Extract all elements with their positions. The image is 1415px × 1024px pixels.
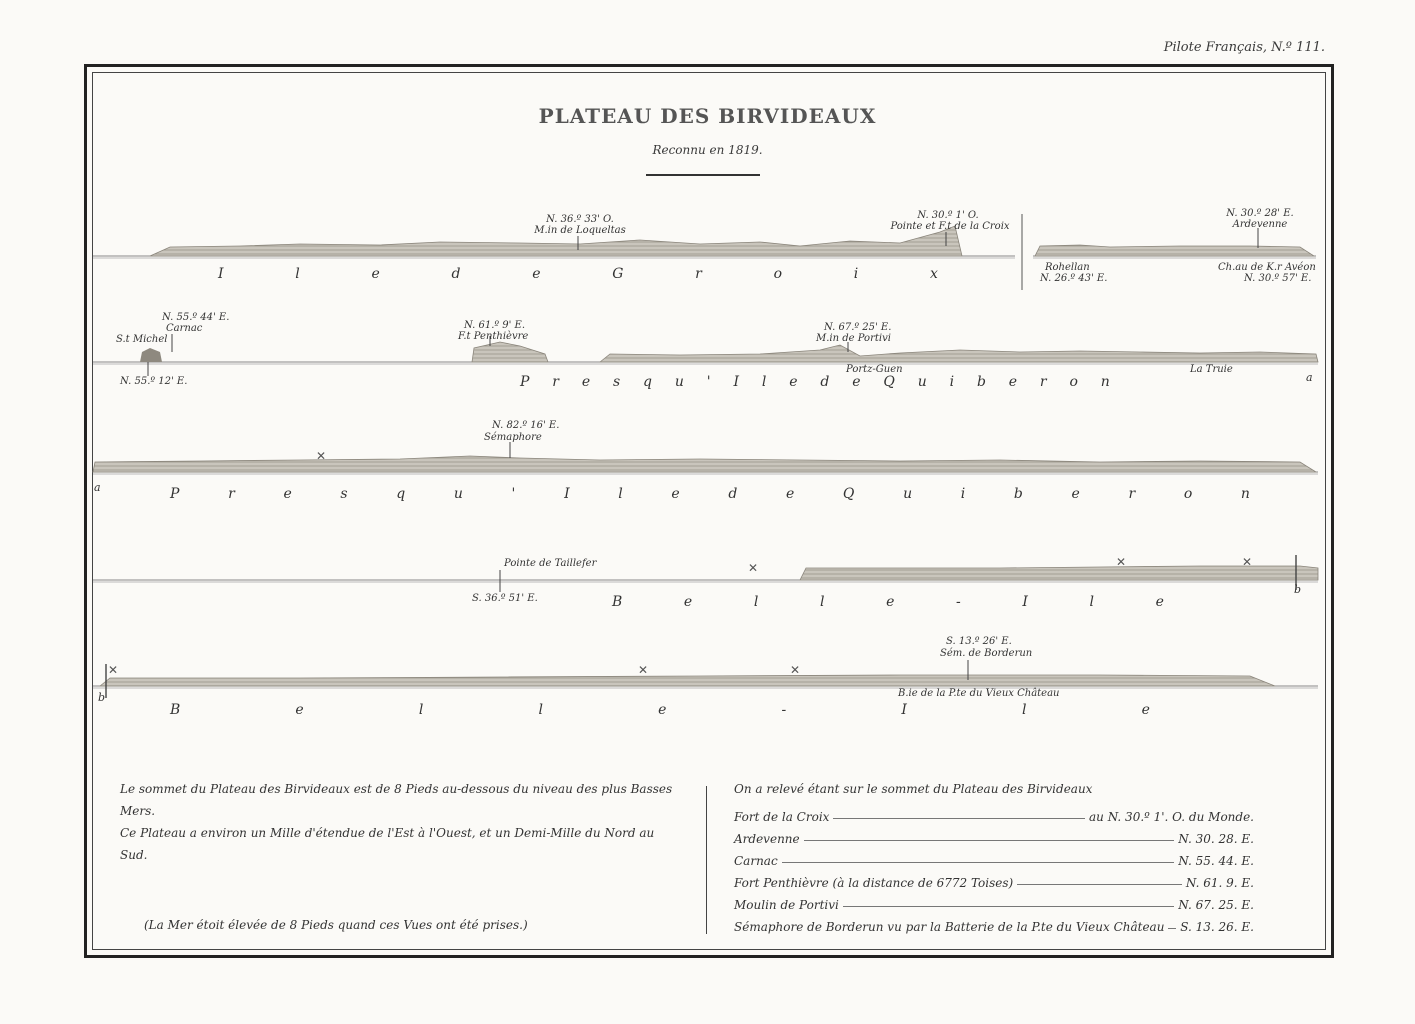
annotation-label: B.ie de la P.te du Vieux Château (898, 688, 1060, 699)
annotation-label: M.in de Loqueltas (534, 225, 626, 236)
view-title-quiberon-suite: P r e s q u ' I l e d e Q u i b e r o n (170, 486, 1250, 502)
bearing-value: S. 13. 26. E. (1180, 920, 1254, 934)
annotation-bearing: N. 26.º 43' E. (1040, 273, 1108, 284)
annotation-label: Pointe de Taillefer (504, 558, 597, 569)
view-title-belle-ile-suite: B e l l e - I l e (170, 702, 1150, 718)
bearings-heading: On a relevé étant sur le sommet du Plateau des Birvideaux (734, 782, 1093, 796)
annotation-bearing: N. 30.º 28' E. (1226, 208, 1294, 219)
svg-text:✕: ✕ (790, 663, 801, 677)
svg-text:✕: ✕ (1116, 555, 1127, 569)
bearing-place: Carnac (734, 854, 778, 868)
continuation-marker: b (98, 691, 106, 704)
windmill-glyph: ✕ (316, 449, 327, 463)
view-belle-ile-1 (93, 555, 1318, 592)
annotation-label: Pointe et F.t de la Croix (890, 221, 1010, 232)
bearing-place: Sémaphore de Borderun vu par la Batterie de la P.te du Vieux Château (734, 920, 1165, 934)
annotation-label: Sémaphore (484, 432, 542, 443)
annotation-bearing: N. 67.º 25' E. (824, 322, 892, 333)
bearing-place: Ardevenne (734, 832, 800, 846)
bearing-row (734, 868, 1254, 890)
note-paragraph: Le sommet du Plateau des Birvideaux est de 8 Pieds au-dessous du niveau des plus Basses Mers. (120, 782, 673, 818)
bearing-row (734, 846, 1254, 868)
continuation-marker: b (1294, 583, 1302, 596)
bearing-row (734, 824, 1254, 846)
bearing-row (734, 890, 1254, 912)
bearing-place: Fort de la Croix (734, 810, 830, 824)
bearing-place: Fort Penthièvre (à la distance de 6772 Toises) (734, 876, 1014, 890)
bearing-row (734, 912, 1254, 934)
annotation-label: M.in de Portivi (816, 333, 891, 344)
annotation-label: Ch.au de K.r Avéon (1218, 262, 1316, 273)
annotation-label: S.t Michel (116, 334, 168, 345)
quiberon-coastline-fort (472, 342, 548, 362)
view-quiberon-2 (93, 442, 1318, 474)
column-divider (706, 786, 707, 934)
annotation-label: Rohellan (1045, 262, 1090, 273)
annotation-bearing: S. 13.º 26' E. (946, 636, 1012, 647)
quiberon-coastline-main (600, 345, 1318, 362)
page-subtitle: Reconnu en 1819. (652, 143, 763, 157)
groix-east-coastline (1035, 245, 1314, 256)
annotation-bearing: N. 55.º 44' E. (162, 312, 230, 323)
continuation-marker: a (1306, 371, 1313, 384)
view-title-groix: I l e d e G r o i x (218, 266, 938, 282)
annotation-bearing: N. 30.º 1' O. (917, 210, 979, 221)
annotation-label: F.t Penthièvre (458, 331, 529, 342)
annotation-label: Sém. de Borderun (940, 648, 1033, 659)
belle-ile-coastline (800, 566, 1318, 580)
plate-number: Pilote Français, N.º 111. (1163, 40, 1325, 55)
bearing-row (734, 802, 1254, 824)
annotation-bearing: S. 36.º 51' E. (472, 593, 538, 604)
bearing-value: N. 30. 28. E. (1178, 832, 1254, 846)
quiberon-coastline-west (140, 348, 162, 362)
continuation-marker: a (94, 481, 101, 494)
view-title-belle-ile: B e l l e - I l e (612, 594, 1164, 610)
view-quiberon-1 (93, 334, 1318, 376)
note-paragraph: (La Mer étoit élevée de 8 Pieds quand ces Vues ont été prises.) (144, 918, 528, 932)
bearing-value: N. 67. 25. E. (1178, 898, 1254, 912)
bearing-place: Moulin de Portivi (734, 898, 839, 912)
annotation-label: Ardevenne (1232, 219, 1288, 230)
annotation-bearing: N. 61.º 9' E. (464, 320, 526, 331)
svg-text:✕: ✕ (1242, 555, 1253, 569)
annotation-bearing: N. 36.º 33' O. (546, 214, 614, 225)
svg-text:✕: ✕ (638, 663, 649, 677)
view-title-quiberon: P r e s q u ' I l e d e Q u i b e r o n (520, 374, 1110, 390)
svg-text:✕: ✕ (108, 663, 119, 677)
svg-text:✕: ✕ (748, 561, 759, 575)
annotation-label: Carnac (166, 323, 203, 334)
quiberon-suite-coastline (93, 456, 1316, 472)
bearing-value: au N. 30.º 1'. O. du Monde. (1089, 810, 1254, 824)
annotation-bearing: N. 55.º 12' E. (120, 376, 188, 387)
page-title: PLATEAU DES BIRVIDEAUX (538, 104, 877, 128)
view-belle-ile-2 (93, 660, 1318, 698)
annotation-label: Portz-Guen (846, 364, 903, 375)
note-paragraph: Ce Plateau a environ un Mille d'étendue de l'Est à l'Ouest, et un Demi-Mille du Nord au Sud. (120, 826, 655, 862)
annotation-label: La Truie (1190, 364, 1233, 375)
annotation-bearing: N. 30.º 57' E. (1244, 273, 1312, 284)
annotation-bearing: N. 82.º 16' E. (492, 420, 560, 431)
bearing-value: N. 61. 9. E. (1185, 876, 1254, 890)
belle-ile-suite-coastline (100, 675, 1275, 686)
bearing-value: N. 55. 44. E. (1178, 854, 1254, 868)
